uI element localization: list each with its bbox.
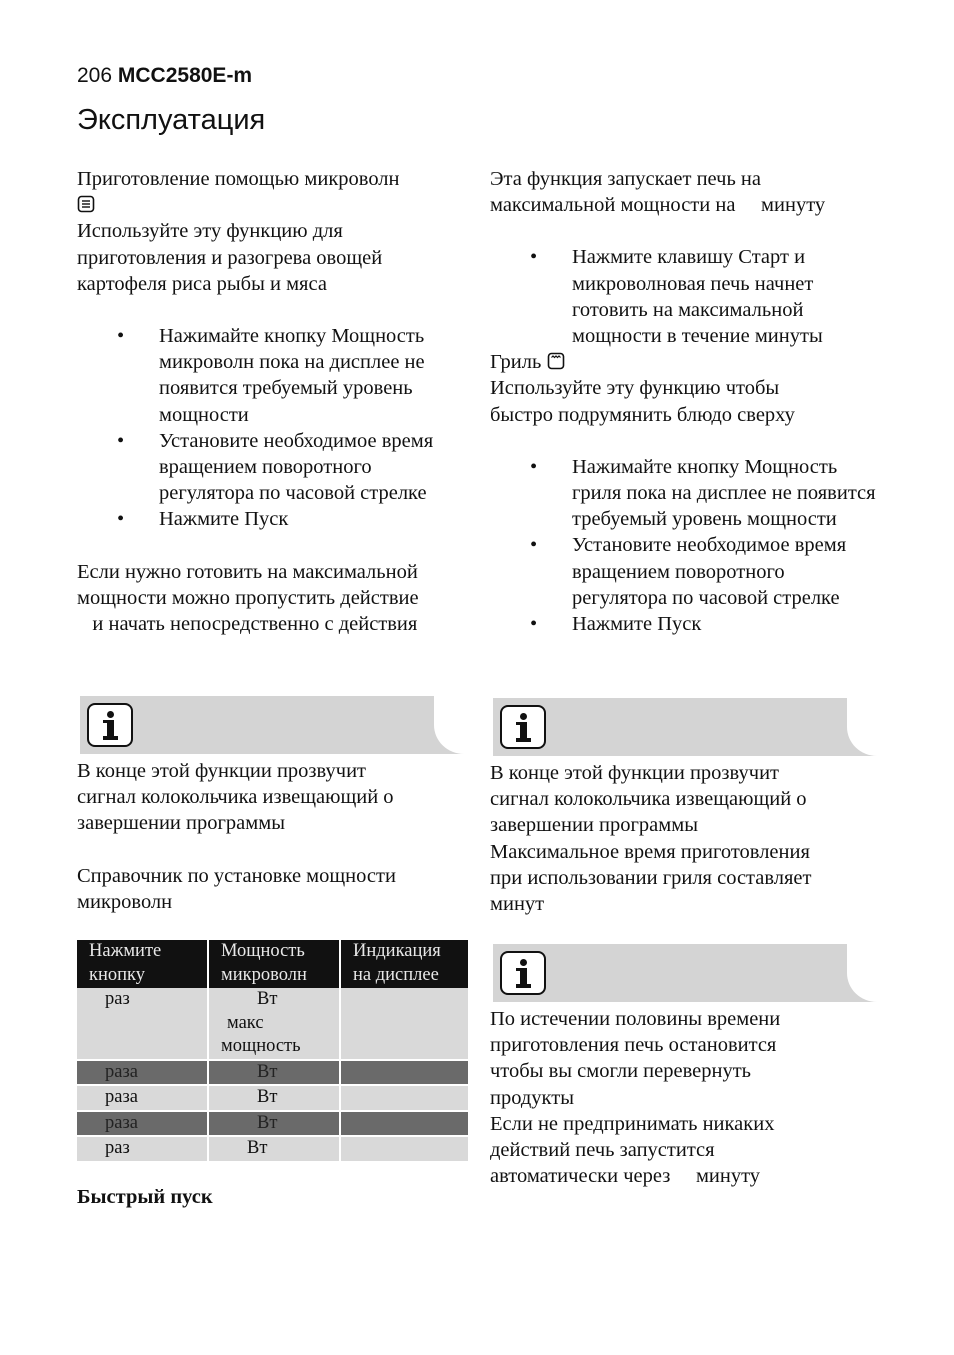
after-text-3: и начать непосредственно с действия [77, 613, 418, 636]
microwave-mode-icon [77, 195, 95, 213]
quick-steps [490, 244, 882, 349]
left-note-text: В конце этой функции прозвучит сигнал колокольчика извещающий о завершении программы Справочник по установке мощности микроволн [77, 758, 469, 915]
info-note-bar-right-1 [493, 698, 877, 756]
table-title-1: Справочник по установке мощности [77, 864, 396, 887]
right-column [490, 166, 882, 637]
info-icon [500, 705, 546, 749]
right-note-2-text: По истечении половины времени приготовления печь остановится чтобы вы смогли перевернуть продукты Если не предпринимать никаких действий печь запустится автоматически через минуту [490, 1008, 781, 1188]
step-3: • Нажмите Пуск [77, 506, 469, 532]
page-number: 206 [77, 64, 113, 87]
microwave-steps [77, 323, 469, 533]
info-note-bar-left [80, 696, 464, 754]
right-note-1-text: В конце этой функции прозвучит сигнал колокольчика извещающий о завершении программы Максимальное время приготовления при использовании гриля составляет минут [490, 762, 812, 916]
table-row: раз Вт макс мощность [77, 988, 468, 1060]
microwave-intro-2: приготовления и разогрева овощей [77, 246, 383, 269]
microwave-heading: Приготовление помощью микроволн [77, 168, 400, 190]
grill-mode-icon [547, 352, 565, 370]
info-icon [500, 951, 546, 995]
table-header-power: Мощность микроволн [208, 940, 340, 988]
grill-intro-2: быстро подрумянить блюдо сверху [490, 403, 795, 426]
grill-heading: Гриль [490, 351, 542, 374]
grill-step-1: • Нажимайте кнопку Мощность гриля пока на дисплее не появится требуемый уровень мощности [490, 454, 882, 533]
after-text-2: мощности можно пропустить действие [77, 586, 419, 609]
quick-start-heading: Быстрый пуск [77, 1186, 213, 1208]
grill-intro-1: Используйте эту функцию чтобы [490, 377, 780, 400]
page-header [77, 64, 252, 88]
page-title: Эксплуатация [77, 104, 266, 136]
after-text-1: Если нужно готовить на максимальной [77, 560, 418, 583]
table-header-press: Нажмите кнопку [77, 940, 208, 988]
table-header-display: Индикация на дисплее [340, 940, 468, 988]
quick-intro-2: максимальной мощности на минуту [490, 194, 826, 217]
left-column [77, 166, 469, 637]
microwave-intro-3: картофеля риса рыбы и мяса [77, 272, 327, 295]
grill-step-3: • Нажмите Пуск [490, 611, 882, 637]
step-1: • Нажимайте кнопку Мощность микроволн пока на дисплее не появится требуемый уровень мощности [77, 323, 469, 428]
info-note-bar-right-2 [493, 944, 877, 1002]
model-name: MCC2580E-m [117, 64, 253, 87]
step-2: • Установите необходимое время вращением поворотного регулятора по часовой стрелке [77, 428, 469, 507]
table-row: раза Вт [77, 1111, 468, 1137]
table-row: раз Вт [77, 1136, 468, 1162]
info-icon [87, 703, 133, 747]
quick-intro-1: Эта функция запускает печь на [490, 168, 762, 190]
quick-step-1: • Нажмите клавишу Старт и микроволновая печь начнет готовить на максимальной мощности в течение минуты [490, 244, 882, 349]
table-row: раза Вт [77, 1085, 468, 1111]
microwave-intro-1: Используйте эту функцию для [77, 220, 343, 243]
table-row: раза Вт [77, 1060, 468, 1086]
grill-step-2: • Установите необходимое время вращением поворотного регулятора по часовой стрелке [490, 532, 882, 611]
power-settings-table [77, 940, 468, 1163]
grill-steps [490, 454, 882, 637]
table-title-2: микроволн [77, 890, 173, 913]
